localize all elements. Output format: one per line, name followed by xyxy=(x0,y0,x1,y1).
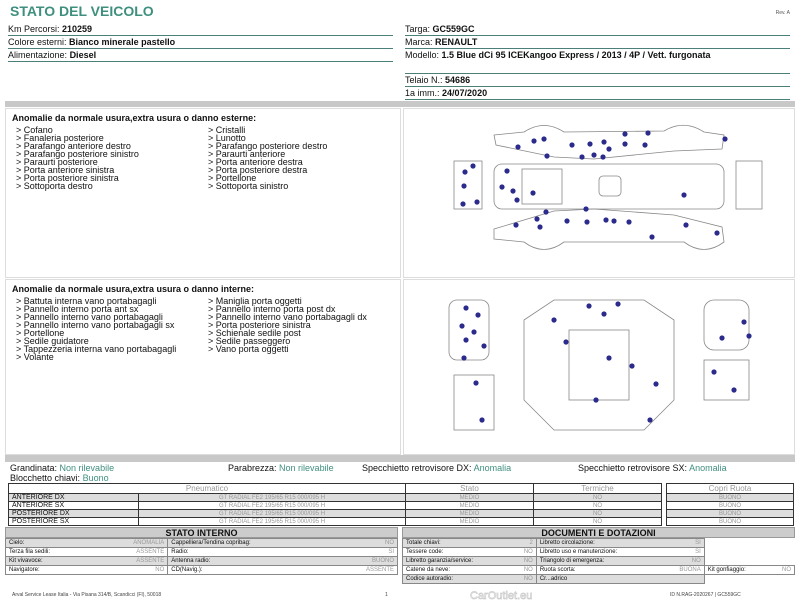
kv-value: ANOMALIA xyxy=(96,539,168,548)
sunroof xyxy=(599,176,621,196)
damage-marker xyxy=(586,303,591,308)
copri-ruota-value: BUONO xyxy=(667,502,794,510)
info-label: Marca: xyxy=(405,37,433,47)
damage-marker xyxy=(544,153,549,158)
cabin-top-view xyxy=(524,300,674,430)
parabrezza: Parabrezza: Non rilevabile xyxy=(228,463,334,473)
damage-item: > Battuta interna vano portabagagli xyxy=(16,296,157,306)
damage-marker xyxy=(569,142,574,147)
damage-marker xyxy=(600,154,605,159)
interior-diagram xyxy=(403,279,795,455)
info-label: Modello: xyxy=(405,50,440,60)
tyre-position: POSTERIORE DX xyxy=(9,510,139,518)
info-value: Bianco minerale pastello xyxy=(69,37,176,47)
tyre-row xyxy=(9,510,662,518)
tyre-model: GT RADIAL FE2 195/65 R15 000/095 H xyxy=(139,510,406,518)
copri-ruota-value: BUONO xyxy=(667,494,794,502)
kv-value: NO xyxy=(513,575,536,584)
damage-item: > Porta anteriore sinistra xyxy=(16,165,115,175)
tyre-model: GT RADIAL FE2 195/65 R15 000/095 H xyxy=(139,494,406,502)
info-label: 1a imm.: xyxy=(405,88,440,98)
damage-item: > Maniglia porta oggetti xyxy=(208,296,302,306)
damage-item: > Sottoporta destro xyxy=(16,181,93,191)
damage-marker xyxy=(741,319,746,324)
damage-marker xyxy=(629,363,634,368)
car-roof-view xyxy=(494,164,724,209)
damage-marker xyxy=(534,216,539,221)
kv-value: NO xyxy=(662,557,704,566)
tyre-termiche: NO xyxy=(534,518,662,526)
info-value: 1.5 Blue dCi 95 ICEKangoo Express / 2013 / 4P / Vett. furgonata xyxy=(441,50,711,60)
tyre-row xyxy=(9,502,662,510)
header-pneumatico: Pneumatico xyxy=(9,484,406,494)
damage-item: > Pannello interno porta post dx xyxy=(208,304,336,314)
steering-wheel xyxy=(704,300,749,350)
copri-row xyxy=(667,518,794,526)
damage-item: > Pannello interno vano portabagagli xyxy=(16,312,163,322)
info-row xyxy=(8,24,393,36)
damage-item: > Portellone xyxy=(16,328,65,338)
damage-marker xyxy=(611,218,616,223)
damage-marker xyxy=(462,169,467,174)
kv-row xyxy=(403,539,795,548)
specchietto-sx: Specchietto retrovisore SX: Anomalia xyxy=(578,463,727,473)
damage-item: > Volante xyxy=(16,352,54,362)
kv-row xyxy=(6,539,398,548)
copri-ruota-table xyxy=(666,483,794,526)
tyre-stato: MEDIO xyxy=(406,510,534,518)
copri-row xyxy=(667,494,794,502)
damage-item: > Paraurti posteriore xyxy=(16,157,98,167)
kv-value: BUONO xyxy=(332,557,398,566)
kv-row xyxy=(6,557,398,566)
damage-item: > Tappezzeria interna vano portabagagli xyxy=(16,344,177,354)
header-copri-ruota: Copri Ruota xyxy=(667,484,794,494)
kv-value xyxy=(662,575,704,584)
kv-label: Ruota scorta: xyxy=(536,566,662,575)
damage-item: > Pannello interno porta ant sx xyxy=(16,304,139,314)
footer-page: 1 xyxy=(385,592,388,598)
damage-marker xyxy=(563,339,568,344)
info-value: 210259 xyxy=(62,24,93,34)
info-value: RENAULT xyxy=(435,37,478,47)
documenti-title: DOCUMENTI E DOTAZIONI xyxy=(402,527,795,538)
damage-marker xyxy=(504,168,509,173)
copri-ruota-value: BUONO xyxy=(667,518,794,526)
damage-item: > Sedile guidatore xyxy=(16,336,89,346)
tyre-position: ANTERIORE DX xyxy=(9,494,139,502)
info-value: 24/07/2020 xyxy=(442,88,488,98)
car-side-bottom xyxy=(494,209,724,250)
damage-marker xyxy=(584,219,589,224)
kv-label: Catene da neve: xyxy=(403,566,514,575)
damage-item: > Porta posteriore sinistra xyxy=(16,173,119,183)
kv-value: SI xyxy=(662,548,704,557)
damage-marker xyxy=(606,355,611,360)
kv-label: Terza fila sedili: xyxy=(6,548,97,557)
exterior-title: Anomalie da normale usura,extra usura o danno esterne: xyxy=(12,113,257,123)
tyre-termiche: NO xyxy=(534,494,662,502)
info-value: GC559GC xyxy=(432,24,475,34)
damage-marker xyxy=(530,190,535,195)
damage-marker xyxy=(510,188,515,193)
kv-label: Triangolo di emergenza: xyxy=(536,557,662,566)
damage-marker xyxy=(645,130,650,135)
info-value: Diesel xyxy=(69,50,97,60)
damage-item: > Sottoporta sinistro xyxy=(208,181,289,191)
damage-marker xyxy=(601,139,606,144)
tyre-stato: MEDIO xyxy=(406,502,534,510)
kv-label: Libretto garanzia/service: xyxy=(403,557,514,566)
info-row xyxy=(405,88,790,100)
info-value: 54686 xyxy=(445,75,471,85)
damage-marker xyxy=(481,343,486,348)
damage-marker xyxy=(591,152,596,157)
tyre-row xyxy=(9,518,662,526)
stato-interno-section xyxy=(5,527,398,575)
damage-marker xyxy=(649,234,654,239)
svg-text:CarOutlet.eu: CarOutlet.eu xyxy=(470,590,533,600)
kv-label: Libretto circolazione: xyxy=(536,539,662,548)
info-label: Alimentazione: xyxy=(8,50,68,60)
damage-item: > Porta posteriore sinistra xyxy=(208,320,311,330)
copri-row xyxy=(667,502,794,510)
kv-row xyxy=(6,548,398,557)
kv-label: Codice autoradio: xyxy=(403,575,514,584)
kv-label: CD(Navig.): xyxy=(168,566,332,575)
header-termiche: Termiche xyxy=(534,484,662,494)
car-side-top xyxy=(494,125,724,159)
damage-marker xyxy=(593,397,598,402)
dashboard xyxy=(704,360,749,400)
info-row xyxy=(405,75,790,87)
kv-label: Cielo: xyxy=(6,539,97,548)
damage-marker xyxy=(459,323,464,328)
seats xyxy=(569,330,629,400)
tyre-stato: MEDIO xyxy=(406,494,534,502)
damage-item: > Vano porta oggetti xyxy=(208,344,289,354)
damage-item: > Parafango posteriore sinistro xyxy=(16,149,139,159)
damage-marker xyxy=(499,184,504,189)
grandinata: Grandinata: Non rilevabile xyxy=(10,463,115,473)
kv-row xyxy=(6,566,398,575)
kv-label: Radio: xyxy=(168,548,332,557)
damage-marker xyxy=(513,222,518,227)
kv-value: ASSENTE xyxy=(96,557,168,566)
specchietto-dx: Specchietto retrovisore DX: Anomalia xyxy=(362,463,512,473)
damage-item: > Pannello interno vano portabagagli sx xyxy=(16,320,175,330)
damage-marker xyxy=(475,312,480,317)
kv-value: ASSENTE xyxy=(96,548,168,557)
damage-marker xyxy=(731,387,736,392)
watermark-logo xyxy=(470,589,620,600)
damage-marker xyxy=(681,192,686,197)
damage-marker xyxy=(587,141,592,146)
interior-damage-list xyxy=(5,279,401,455)
damage-marker xyxy=(601,311,606,316)
copri-ruota-value: BUONO xyxy=(667,510,794,518)
damage-marker xyxy=(463,337,468,342)
damage-marker xyxy=(579,154,584,159)
footer-company: Arval Service Lease Italia - Via Pisana 314/B, Scandicci (FI), 50018 xyxy=(12,592,162,598)
damage-marker xyxy=(722,136,727,141)
info-label: Telaio N.: xyxy=(405,75,443,85)
damage-marker xyxy=(683,222,688,227)
tyre-stato: MEDIO xyxy=(406,518,534,526)
kv-label: Cr...adrico xyxy=(536,575,662,584)
damage-marker xyxy=(471,329,476,334)
damage-marker xyxy=(515,144,520,149)
kv-label: Navigatore: xyxy=(6,566,97,575)
damage-marker xyxy=(622,141,627,146)
damage-item: > Paraurti anteriore xyxy=(208,149,286,159)
damage-marker xyxy=(583,206,588,211)
damage-marker xyxy=(746,333,751,338)
kv-row xyxy=(403,566,795,575)
kv-label: Totale chiavi: xyxy=(403,539,514,548)
damage-marker xyxy=(714,230,719,235)
damage-marker xyxy=(653,381,658,386)
damage-item: > Cristalli xyxy=(208,125,246,135)
kv-label: Antenna radio: xyxy=(168,557,332,566)
damage-marker xyxy=(461,183,466,188)
kv-label: Kit vivavoce: xyxy=(6,557,97,566)
damage-item: > Parafango posteriore destro xyxy=(208,141,328,151)
info-label: Km Percorsi: xyxy=(8,24,60,34)
damage-marker xyxy=(514,197,519,202)
damage-marker xyxy=(460,201,465,206)
windshield xyxy=(522,169,562,204)
info-label: Colore esterni: xyxy=(8,37,67,47)
door-panel-left xyxy=(449,300,489,360)
damage-marker xyxy=(551,317,556,322)
damage-marker xyxy=(642,142,647,147)
tyre-termiche: NO xyxy=(534,502,662,510)
kv-row xyxy=(403,575,795,584)
tyres-table xyxy=(8,483,662,526)
damage-marker xyxy=(531,138,536,143)
damage-item: > Porta anteriore destra xyxy=(208,157,303,167)
damage-marker xyxy=(711,369,716,374)
kv-value: BUONA xyxy=(662,566,704,575)
damage-marker xyxy=(615,301,620,306)
damage-marker xyxy=(603,217,608,222)
tyre-model: GT RADIAL FE2 195/65 R15 000/095 H xyxy=(139,502,406,510)
kv-value: NO xyxy=(513,566,536,575)
footer-doc-id: ID N.RAG-2020267 | GC559GC xyxy=(670,592,741,598)
damage-item: > Schienale sedile post xyxy=(208,328,301,338)
car-front-view xyxy=(736,161,762,209)
damage-marker xyxy=(564,218,569,223)
blocchetto-chiavi: Blocchetto chiavi: Buono xyxy=(10,473,109,483)
copri-row xyxy=(667,510,794,518)
tyre-position: POSTERIORE SX xyxy=(9,518,139,526)
damage-marker xyxy=(461,355,466,360)
info-row xyxy=(405,24,790,36)
section-divider xyxy=(5,101,795,107)
kv-value: NO xyxy=(513,557,536,566)
tyre-termiche: NO xyxy=(534,510,662,518)
info-row xyxy=(405,50,790,74)
damage-item: > Portellone xyxy=(208,173,257,183)
damage-marker xyxy=(541,136,546,141)
damage-marker xyxy=(719,335,724,340)
kv-row xyxy=(403,557,795,566)
damage-marker xyxy=(647,417,652,422)
kv-value: ASSENTE xyxy=(332,566,398,575)
tyre-row xyxy=(9,494,662,502)
kv-value: NO xyxy=(771,566,794,575)
interior-title: Anomalie da normale usura,extra usura o danno interne: xyxy=(12,284,255,294)
exterior-damage-list xyxy=(5,108,401,278)
stato-interno-title: STATO INTERNO xyxy=(5,527,398,538)
damage-marker xyxy=(537,224,542,229)
kv-value: NO xyxy=(332,539,398,548)
damage-marker xyxy=(606,146,611,151)
kv-label: Kit gonfiaggio: xyxy=(704,566,771,575)
info-label: Targa: xyxy=(405,24,431,34)
kv-label: Tessere code: xyxy=(403,548,514,557)
car-exterior-diagram xyxy=(404,109,794,277)
info-row xyxy=(405,37,790,49)
tyre-model: GT RADIAL FE2 195/65 R15 000/095 H xyxy=(139,518,406,526)
revision: Rev. A xyxy=(775,10,790,16)
page-title: STATO DEL VEICOLO xyxy=(10,3,154,19)
damage-item: > Sedile passeggero xyxy=(208,336,291,346)
damage-marker xyxy=(470,163,475,168)
damage-marker xyxy=(626,219,631,224)
exterior-diagram xyxy=(403,108,795,278)
damage-marker xyxy=(473,380,478,385)
kv-value: SI xyxy=(662,539,704,548)
damage-marker xyxy=(474,199,479,204)
damage-item: > Fanaleria posteriore xyxy=(16,133,104,143)
documenti-section xyxy=(402,527,795,584)
damage-marker xyxy=(622,131,627,136)
damage-item: > Cofano xyxy=(16,125,53,135)
kv-label: Cappelliera/Tendina copribag: xyxy=(168,539,332,548)
damage-item: > Lunotto xyxy=(208,133,246,143)
car-interior-diagram xyxy=(404,280,794,454)
damage-marker xyxy=(479,417,484,422)
kv-value: SI xyxy=(332,548,398,557)
kv-row xyxy=(403,548,795,557)
kv-value: 2 xyxy=(513,539,536,548)
info-row xyxy=(8,37,393,49)
damage-item: > Parafango anteriore destro xyxy=(16,141,131,151)
kv-value: NO xyxy=(96,566,168,575)
damage-marker xyxy=(543,209,548,214)
damage-marker xyxy=(463,305,468,310)
info-row xyxy=(8,50,393,62)
header-stato: Stato xyxy=(406,484,534,494)
damage-item: > Pannello interno vano portabagagli dx xyxy=(208,312,367,322)
kv-value: NO xyxy=(513,548,536,557)
damage-item: > Porta posteriore destra xyxy=(208,165,308,175)
section-divider xyxy=(5,455,795,462)
tyre-position: ANTERIORE SX xyxy=(9,502,139,510)
kv-label: Libretto uso e manutenzione: xyxy=(536,548,662,557)
